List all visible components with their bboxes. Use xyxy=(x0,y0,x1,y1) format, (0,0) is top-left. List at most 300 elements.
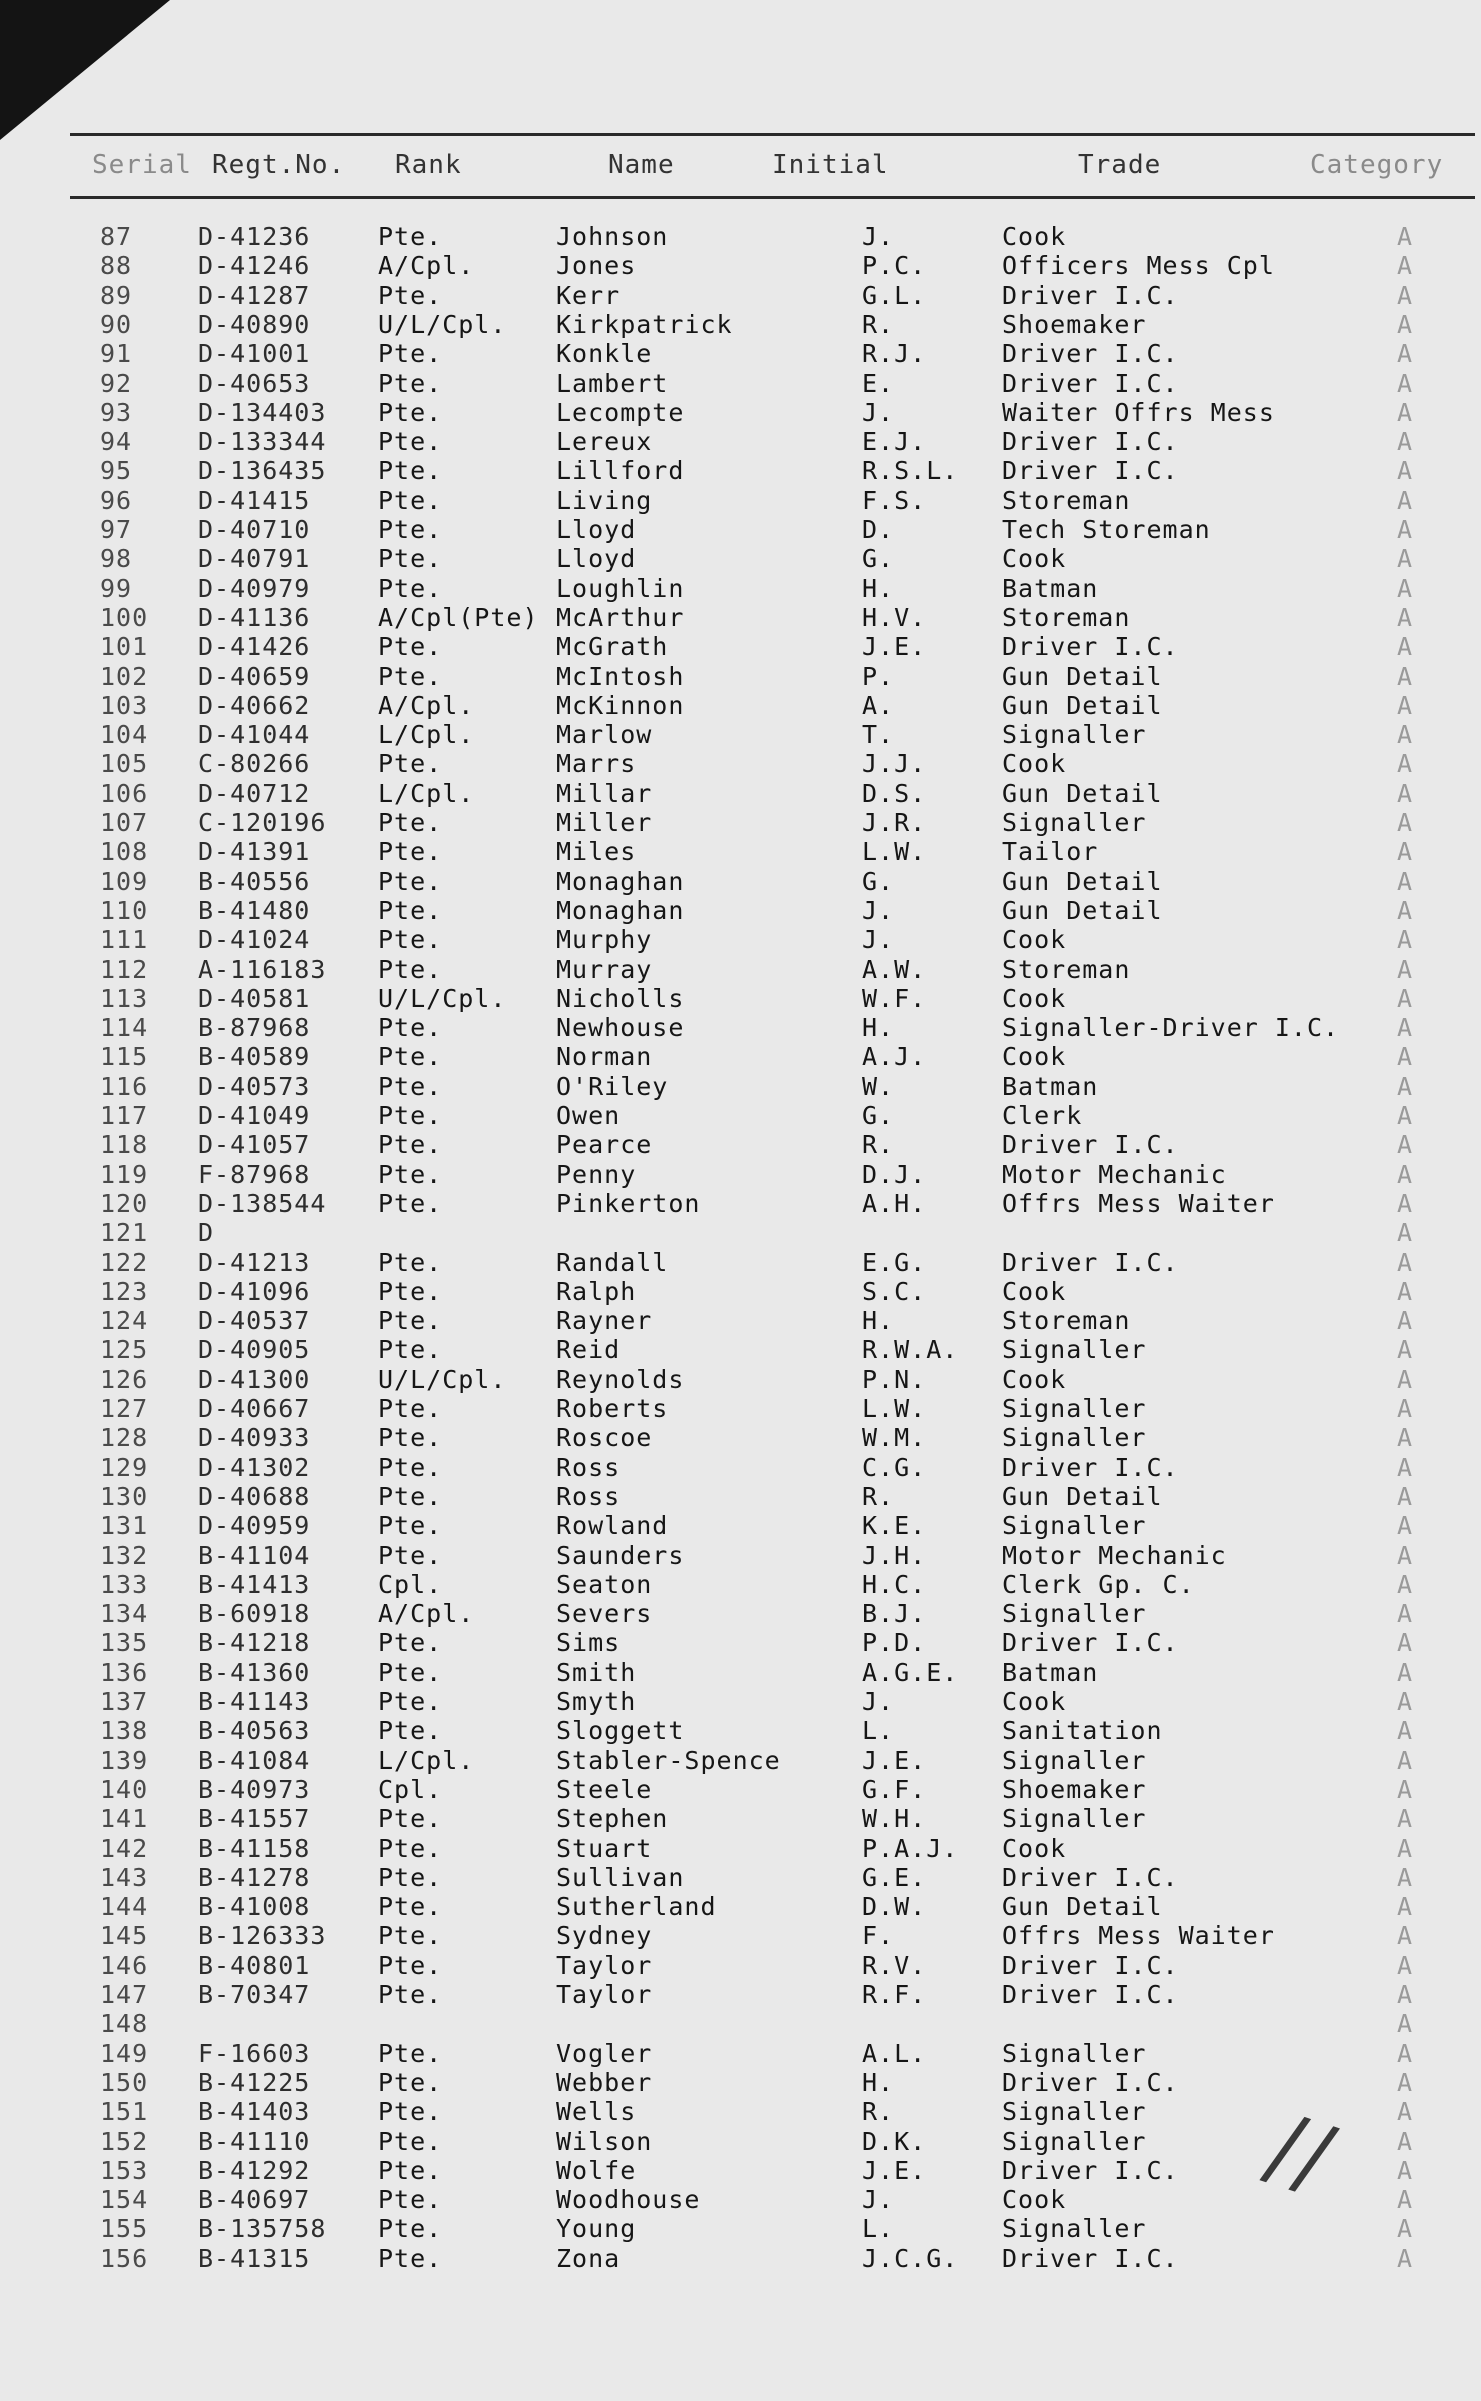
rank-cell: Pte. xyxy=(378,2156,443,2185)
trade-cell: Cook xyxy=(1002,1687,1067,1716)
rank-cell: Pte. xyxy=(378,339,443,368)
category-cell: A xyxy=(1397,1863,1414,1892)
rank-cell: A/Cpl. xyxy=(378,691,475,720)
category-cell: A xyxy=(1397,427,1414,456)
category-cell: A xyxy=(1397,2097,1414,2126)
category-cell: A xyxy=(1397,1921,1414,1950)
initial-cell: R. xyxy=(862,310,895,339)
serial-cell: 96 xyxy=(100,486,133,515)
regt-no-cell: D-41057 xyxy=(198,1130,311,1159)
initial-cell: F.S. xyxy=(862,486,927,515)
category-cell: A xyxy=(1397,1130,1414,1159)
serial-cell: 90 xyxy=(100,310,133,339)
name-cell: Reid xyxy=(556,1335,621,1364)
initial-cell: P.N. xyxy=(862,1365,927,1394)
regt-no-cell: D-41096 xyxy=(198,1277,311,1306)
rank-cell: Pte. xyxy=(378,544,443,573)
serial-cell: 151 xyxy=(100,2097,149,2126)
regt-no-cell: D-41300 xyxy=(198,1365,311,1394)
rank-cell: Cpl. xyxy=(378,1570,443,1599)
name-cell: Penny xyxy=(556,1160,637,1189)
trade-cell: Clerk Gp. C. xyxy=(1002,1570,1195,1599)
trade-cell: Gun Detail xyxy=(1002,691,1163,720)
name-cell: Wells xyxy=(556,2097,637,2126)
initial-cell: R.J. xyxy=(862,339,927,368)
serial-cell: 119 xyxy=(100,1160,149,1189)
category-cell: A xyxy=(1397,369,1414,398)
initial-cell: J.E. xyxy=(862,1746,927,1775)
category-cell: A xyxy=(1397,662,1414,691)
header-rule-bottom xyxy=(70,196,1475,199)
regt-no-cell: B-40563 xyxy=(198,1716,311,1745)
category-cell: A xyxy=(1397,2039,1414,2068)
regt-no-cell: D-41246 xyxy=(198,251,311,280)
initial-cell: H.V. xyxy=(862,603,927,632)
serial-cell: 111 xyxy=(100,925,149,954)
rank-cell: Pte. xyxy=(378,867,443,896)
name-cell: Sutherland xyxy=(556,1892,717,1921)
serial-cell: 102 xyxy=(100,662,149,691)
initial-cell: P. xyxy=(862,662,895,691)
regt-no-cell: B-41292 xyxy=(198,2156,311,2185)
initial-cell: E.G. xyxy=(862,1248,927,1277)
trade-cell: Cook xyxy=(1002,1365,1067,1394)
name-cell: Ross xyxy=(556,1453,621,1482)
name-cell: Miles xyxy=(556,837,637,866)
rank-cell: Pte. xyxy=(378,1541,443,1570)
serial-cell: 116 xyxy=(100,1072,149,1101)
category-cell: A xyxy=(1397,1980,1414,2009)
regt-no-cell: D-41391 xyxy=(198,837,311,866)
regt-no-cell: B-40973 xyxy=(198,1775,311,1804)
trade-cell: Gun Detail xyxy=(1002,662,1163,691)
rank-cell: Pte. xyxy=(378,1072,443,1101)
serial-cell: 150 xyxy=(100,2068,149,2097)
initial-cell: J. xyxy=(862,1687,895,1716)
category-cell: A xyxy=(1397,1687,1414,1716)
initial-cell: J.J. xyxy=(862,749,927,778)
rank-cell: Pte. xyxy=(378,515,443,544)
initial-cell: H. xyxy=(862,574,895,603)
trade-cell: Officers Mess Cpl xyxy=(1002,251,1275,280)
initial-cell: S.C. xyxy=(862,1277,927,1306)
initial-cell: L. xyxy=(862,2214,895,2243)
serial-cell: 88 xyxy=(100,251,133,280)
trade-cell: Cook xyxy=(1002,2185,1067,2214)
trade-cell: Signaller xyxy=(1002,720,1147,749)
initial-cell: J. xyxy=(862,398,895,427)
initial-cell: L. xyxy=(862,1716,895,1745)
serial-cell: 129 xyxy=(100,1453,149,1482)
category-cell: A xyxy=(1397,1423,1414,1452)
initial-cell: H. xyxy=(862,1013,895,1042)
category-cell: A xyxy=(1397,1248,1414,1277)
serial-cell: 121 xyxy=(100,1218,149,1247)
category-cell: A xyxy=(1397,1013,1414,1042)
trade-cell: Cook xyxy=(1002,544,1067,573)
initial-cell: G. xyxy=(862,544,895,573)
rank-cell: Pte. xyxy=(378,1013,443,1042)
category-cell: A xyxy=(1397,2185,1414,2214)
name-cell: Marrs xyxy=(556,749,637,778)
regt-no-cell: D-40662 xyxy=(198,691,311,720)
category-cell: A xyxy=(1397,1834,1414,1863)
serial-cell: 146 xyxy=(100,1951,149,1980)
name-cell: McIntosh xyxy=(556,662,685,691)
serial-cell: 120 xyxy=(100,1189,149,1218)
category-cell: A xyxy=(1397,837,1414,866)
name-cell: Kerr xyxy=(556,281,621,310)
initial-cell: H. xyxy=(862,2068,895,2097)
rank-cell: Pte. xyxy=(378,1130,443,1159)
rank-cell: Pte. xyxy=(378,427,443,456)
regt-no-cell: B-70347 xyxy=(198,1980,311,2009)
serial-cell: 89 xyxy=(100,281,133,310)
trade-cell: Storeman xyxy=(1002,1306,1131,1335)
trade-cell: Cook xyxy=(1002,1834,1067,1863)
regt-no-cell: B-41278 xyxy=(198,1863,311,1892)
rank-cell: Pte. xyxy=(378,1042,443,1071)
name-cell: Roberts xyxy=(556,1394,669,1423)
category-cell: A xyxy=(1397,1570,1414,1599)
trade-cell: Driver I.C. xyxy=(1002,1248,1179,1277)
rank-cell: Pte. xyxy=(378,1980,443,2009)
initial-cell: R. xyxy=(862,1130,895,1159)
rank-cell: Pte. xyxy=(378,632,443,661)
initial-cell: E.J. xyxy=(862,427,927,456)
regt-no-cell: D-40667 xyxy=(198,1394,311,1423)
initial-cell: D.K. xyxy=(862,2127,927,2156)
trade-cell: Driver I.C. xyxy=(1002,2244,1179,2273)
initial-cell: W.F. xyxy=(862,984,927,1013)
rank-cell: Pte. xyxy=(378,1453,443,1482)
trade-cell: Signaller xyxy=(1002,1394,1147,1423)
serial-cell: 153 xyxy=(100,2156,149,2185)
serial-cell: 154 xyxy=(100,2185,149,2214)
category-cell: A xyxy=(1397,749,1414,778)
trade-cell: Motor Mechanic xyxy=(1002,1541,1227,1570)
initial-cell: J.E. xyxy=(862,632,927,661)
name-cell: Sullivan xyxy=(556,1863,685,1892)
name-cell: Konkle xyxy=(556,339,653,368)
category-cell: A xyxy=(1397,398,1414,427)
serial-cell: 148 xyxy=(100,2009,149,2038)
category-cell: A xyxy=(1397,984,1414,1013)
trade-cell: Driver I.C. xyxy=(1002,1130,1179,1159)
rank-cell: Pte. xyxy=(378,1687,443,1716)
regt-no-cell: D-41049 xyxy=(198,1101,311,1130)
initial-cell: A.G.E. xyxy=(862,1658,959,1687)
trade-cell: Driver I.C. xyxy=(1002,339,1179,368)
regt-no-cell: D-41213 xyxy=(198,1248,311,1277)
regt-no-cell: F-87968 xyxy=(198,1160,311,1189)
serial-cell: 105 xyxy=(100,749,149,778)
handwritten-check-mark: // xyxy=(1255,2093,1346,2212)
initial-cell: J.R. xyxy=(862,808,927,837)
category-cell: A xyxy=(1397,2009,1414,2038)
category-cell: A xyxy=(1397,779,1414,808)
regt-no-cell: B-41110 xyxy=(198,2127,311,2156)
category-cell: A xyxy=(1397,1599,1414,1628)
regt-no-cell: D-40905 xyxy=(198,1335,311,1364)
category-cell: A xyxy=(1397,2127,1414,2156)
serial-cell: 93 xyxy=(100,398,133,427)
name-cell: Lillford xyxy=(556,456,685,485)
rank-cell: Pte. xyxy=(378,1306,443,1335)
initial-cell: P.D. xyxy=(862,1628,927,1657)
name-cell: Wilson xyxy=(556,2127,653,2156)
rank-cell: Pte. xyxy=(378,2039,443,2068)
header-regt-no: Regt.No. xyxy=(212,150,346,180)
header-rank: Rank xyxy=(395,150,462,180)
trade-cell: Storeman xyxy=(1002,955,1131,984)
category-cell: A xyxy=(1397,1453,1414,1482)
header-category: Category xyxy=(1310,150,1444,180)
regt-no-cell: B-41557 xyxy=(198,1804,311,1833)
name-cell: Lambert xyxy=(556,369,669,398)
regt-no-cell: D-41287 xyxy=(198,281,311,310)
regt-no-cell: B-40697 xyxy=(198,2185,311,2214)
name-cell: Sydney xyxy=(556,1921,653,1950)
rank-cell: Pte. xyxy=(378,1248,443,1277)
rank-cell: Pte. xyxy=(378,1189,443,1218)
name-cell: Lereux xyxy=(556,427,653,456)
regt-no-cell: D-41024 xyxy=(198,925,311,954)
regt-no-cell: D-41426 xyxy=(198,632,311,661)
serial-cell: 113 xyxy=(100,984,149,1013)
trade-cell: Driver I.C. xyxy=(1002,632,1179,661)
regt-no-cell: D-40979 xyxy=(198,574,311,603)
regt-no-cell: B-40801 xyxy=(198,1951,311,1980)
serial-cell: 117 xyxy=(100,1101,149,1130)
initial-cell: D. xyxy=(862,515,895,544)
rank-cell: Cpl. xyxy=(378,1775,443,1804)
serial-cell: 123 xyxy=(100,1277,149,1306)
trade-cell: Gun Detail xyxy=(1002,867,1163,896)
rank-cell: Pte. xyxy=(378,2185,443,2214)
regt-no-cell: D-41302 xyxy=(198,1453,311,1482)
name-cell: Kirkpatrick xyxy=(556,310,733,339)
trade-cell: Signaller xyxy=(1002,1804,1147,1833)
serial-cell: 147 xyxy=(100,1980,149,2009)
serial-cell: 87 xyxy=(100,222,133,251)
rank-cell: Pte. xyxy=(378,574,443,603)
serial-cell: 95 xyxy=(100,456,133,485)
rank-cell: Pte. xyxy=(378,456,443,485)
name-cell: McGrath xyxy=(556,632,669,661)
name-cell: Severs xyxy=(556,1599,653,1628)
category-cell: A xyxy=(1397,1365,1414,1394)
rank-cell: Pte. xyxy=(378,837,443,866)
regt-no-cell: D-40537 xyxy=(198,1306,311,1335)
rank-cell: U/L/Cpl. xyxy=(378,984,507,1013)
initial-cell: J.H. xyxy=(862,1541,927,1570)
regt-no-cell: D-40653 xyxy=(198,369,311,398)
rank-cell: Pte. xyxy=(378,222,443,251)
regt-no-cell: D-40710 xyxy=(198,515,311,544)
rank-cell: L/Cpl. xyxy=(378,1746,475,1775)
trade-cell: Signaller xyxy=(1002,808,1147,837)
rank-cell: Pte. xyxy=(378,662,443,691)
serial-cell: 104 xyxy=(100,720,149,749)
initial-cell: W. xyxy=(862,1072,895,1101)
rank-cell: Pte. xyxy=(378,1160,443,1189)
rank-cell: Pte. xyxy=(378,398,443,427)
name-cell: Pinkerton xyxy=(556,1189,701,1218)
serial-cell: 124 xyxy=(100,1306,149,1335)
category-cell: A xyxy=(1397,574,1414,603)
category-cell: A xyxy=(1397,1189,1414,1218)
regt-no-cell: B-40556 xyxy=(198,867,311,896)
trade-cell: Signaller xyxy=(1002,2039,1147,2068)
regt-no-cell: D-41001 xyxy=(198,339,311,368)
name-cell: Lloyd xyxy=(556,515,637,544)
serial-cell: 134 xyxy=(100,1599,149,1628)
category-cell: A xyxy=(1397,603,1414,632)
serial-cell: 139 xyxy=(100,1746,149,1775)
serial-cell: 101 xyxy=(100,632,149,661)
category-cell: A xyxy=(1397,955,1414,984)
category-cell: A xyxy=(1397,632,1414,661)
serial-cell: 122 xyxy=(100,1248,149,1277)
serial-cell: 112 xyxy=(100,955,149,984)
initial-cell: A.L. xyxy=(862,2039,927,2068)
rank-cell: L/Cpl. xyxy=(378,720,475,749)
initial-cell: P.C. xyxy=(862,251,927,280)
serial-cell: 126 xyxy=(100,1365,149,1394)
name-cell: Ross xyxy=(556,1482,621,1511)
rank-cell: Pte. xyxy=(378,749,443,778)
serial-cell: 107 xyxy=(100,808,149,837)
serial-cell: 110 xyxy=(100,896,149,925)
name-cell: Loughlin xyxy=(556,574,685,603)
rank-cell: Pte. xyxy=(378,1482,443,1511)
name-cell: Owen xyxy=(556,1101,621,1130)
trade-cell: Clerk xyxy=(1002,1101,1083,1130)
category-cell: A xyxy=(1397,1658,1414,1687)
name-cell: Rayner xyxy=(556,1306,653,1335)
name-cell: Saunders xyxy=(556,1541,685,1570)
regt-no-cell: D-41236 xyxy=(198,222,311,251)
name-cell: Lecompte xyxy=(556,398,685,427)
rank-cell: Pte. xyxy=(378,1423,443,1452)
initial-cell: J.C.G. xyxy=(862,2244,959,2273)
initial-cell: A. xyxy=(862,691,895,720)
regt-no-cell: B-41403 xyxy=(198,2097,311,2126)
trade-cell: Batman xyxy=(1002,1658,1099,1687)
name-cell: Stephen xyxy=(556,1804,669,1833)
name-cell: Young xyxy=(556,2214,637,2243)
regt-no-cell: B-41360 xyxy=(198,1658,311,1687)
trade-cell: Signaller xyxy=(1002,2214,1147,2243)
name-cell: Woodhouse xyxy=(556,2185,701,2214)
name-cell: Steele xyxy=(556,1775,653,1804)
serial-cell: 136 xyxy=(100,1658,149,1687)
serial-cell: 108 xyxy=(100,837,149,866)
category-cell: A xyxy=(1397,867,1414,896)
trade-cell: Gun Detail xyxy=(1002,1482,1163,1511)
regt-no-cell: B-41413 xyxy=(198,1570,311,1599)
category-cell: A xyxy=(1397,2068,1414,2097)
rank-cell: Pte. xyxy=(378,1658,443,1687)
serial-cell: 156 xyxy=(100,2244,149,2273)
category-cell: A xyxy=(1397,2244,1414,2273)
regt-no-cell: D-40959 xyxy=(198,1511,311,1540)
category-cell: A xyxy=(1397,456,1414,485)
name-cell: Stabler-Spence xyxy=(556,1746,781,1775)
serial-cell: 133 xyxy=(100,1570,149,1599)
regt-no-cell: F-16603 xyxy=(198,2039,311,2068)
trade-cell: Tech Storeman xyxy=(1002,515,1211,544)
initial-cell: J. xyxy=(862,2185,895,2214)
category-cell: A xyxy=(1397,720,1414,749)
regt-no-cell: B-41218 xyxy=(198,1628,311,1657)
trade-cell: Signaller xyxy=(1002,2127,1147,2156)
initial-cell: G.E. xyxy=(862,1863,927,1892)
serial-cell: 145 xyxy=(100,1921,149,1950)
regt-no-cell: D-40581 xyxy=(198,984,311,1013)
name-cell: Reynolds xyxy=(556,1365,685,1394)
initial-cell: H. xyxy=(862,1306,895,1335)
trade-cell: Signaller xyxy=(1002,1423,1147,1452)
category-cell: A xyxy=(1397,222,1414,251)
trade-cell: Signaller xyxy=(1002,1335,1147,1364)
rank-cell: Pte. xyxy=(378,2244,443,2273)
initial-cell: G. xyxy=(862,867,895,896)
initial-cell: L.W. xyxy=(862,1394,927,1423)
header-name: Name xyxy=(608,150,675,180)
regt-no-cell: B-41225 xyxy=(198,2068,311,2097)
regt-no-cell: D-40890 xyxy=(198,310,311,339)
name-cell: Smyth xyxy=(556,1687,637,1716)
serial-cell: 142 xyxy=(100,1834,149,1863)
trade-cell: Signaller xyxy=(1002,1599,1147,1628)
serial-cell: 97 xyxy=(100,515,133,544)
rank-cell: Pte. xyxy=(378,369,443,398)
serial-cell: 141 xyxy=(100,1804,149,1833)
category-cell: A xyxy=(1397,1160,1414,1189)
name-cell: Monaghan xyxy=(556,896,685,925)
name-cell: Murray xyxy=(556,955,653,984)
initial-cell: R.F. xyxy=(862,1980,927,2009)
category-cell: A xyxy=(1397,1628,1414,1657)
rank-cell: Pte. xyxy=(378,1834,443,1863)
initial-cell: A.W. xyxy=(862,955,927,984)
regt-no-cell: D-40933 xyxy=(198,1423,311,1452)
serial-cell: 92 xyxy=(100,369,133,398)
serial-cell: 144 xyxy=(100,1892,149,1921)
initial-cell: R.W.A. xyxy=(862,1335,959,1364)
initial-cell: R.V. xyxy=(862,1951,927,1980)
serial-cell: 130 xyxy=(100,1482,149,1511)
regt-no-cell: B-40589 xyxy=(198,1042,311,1071)
trade-cell: Driver I.C. xyxy=(1002,1980,1179,2009)
name-cell: Millar xyxy=(556,779,653,808)
name-cell: Randall xyxy=(556,1248,669,1277)
header-initial: Initial xyxy=(772,150,889,180)
trade-cell: Gun Detail xyxy=(1002,779,1163,808)
serial-cell: 100 xyxy=(100,603,149,632)
category-cell: A xyxy=(1397,1892,1414,1921)
category-cell: A xyxy=(1397,515,1414,544)
page-corner-shadow xyxy=(0,0,170,140)
trade-cell: Cook xyxy=(1002,925,1067,954)
serial-cell: 125 xyxy=(100,1335,149,1364)
name-cell: O'Riley xyxy=(556,1072,669,1101)
rank-cell: Pte. xyxy=(378,1511,443,1540)
serial-cell: 91 xyxy=(100,339,133,368)
initial-cell: J. xyxy=(862,896,895,925)
